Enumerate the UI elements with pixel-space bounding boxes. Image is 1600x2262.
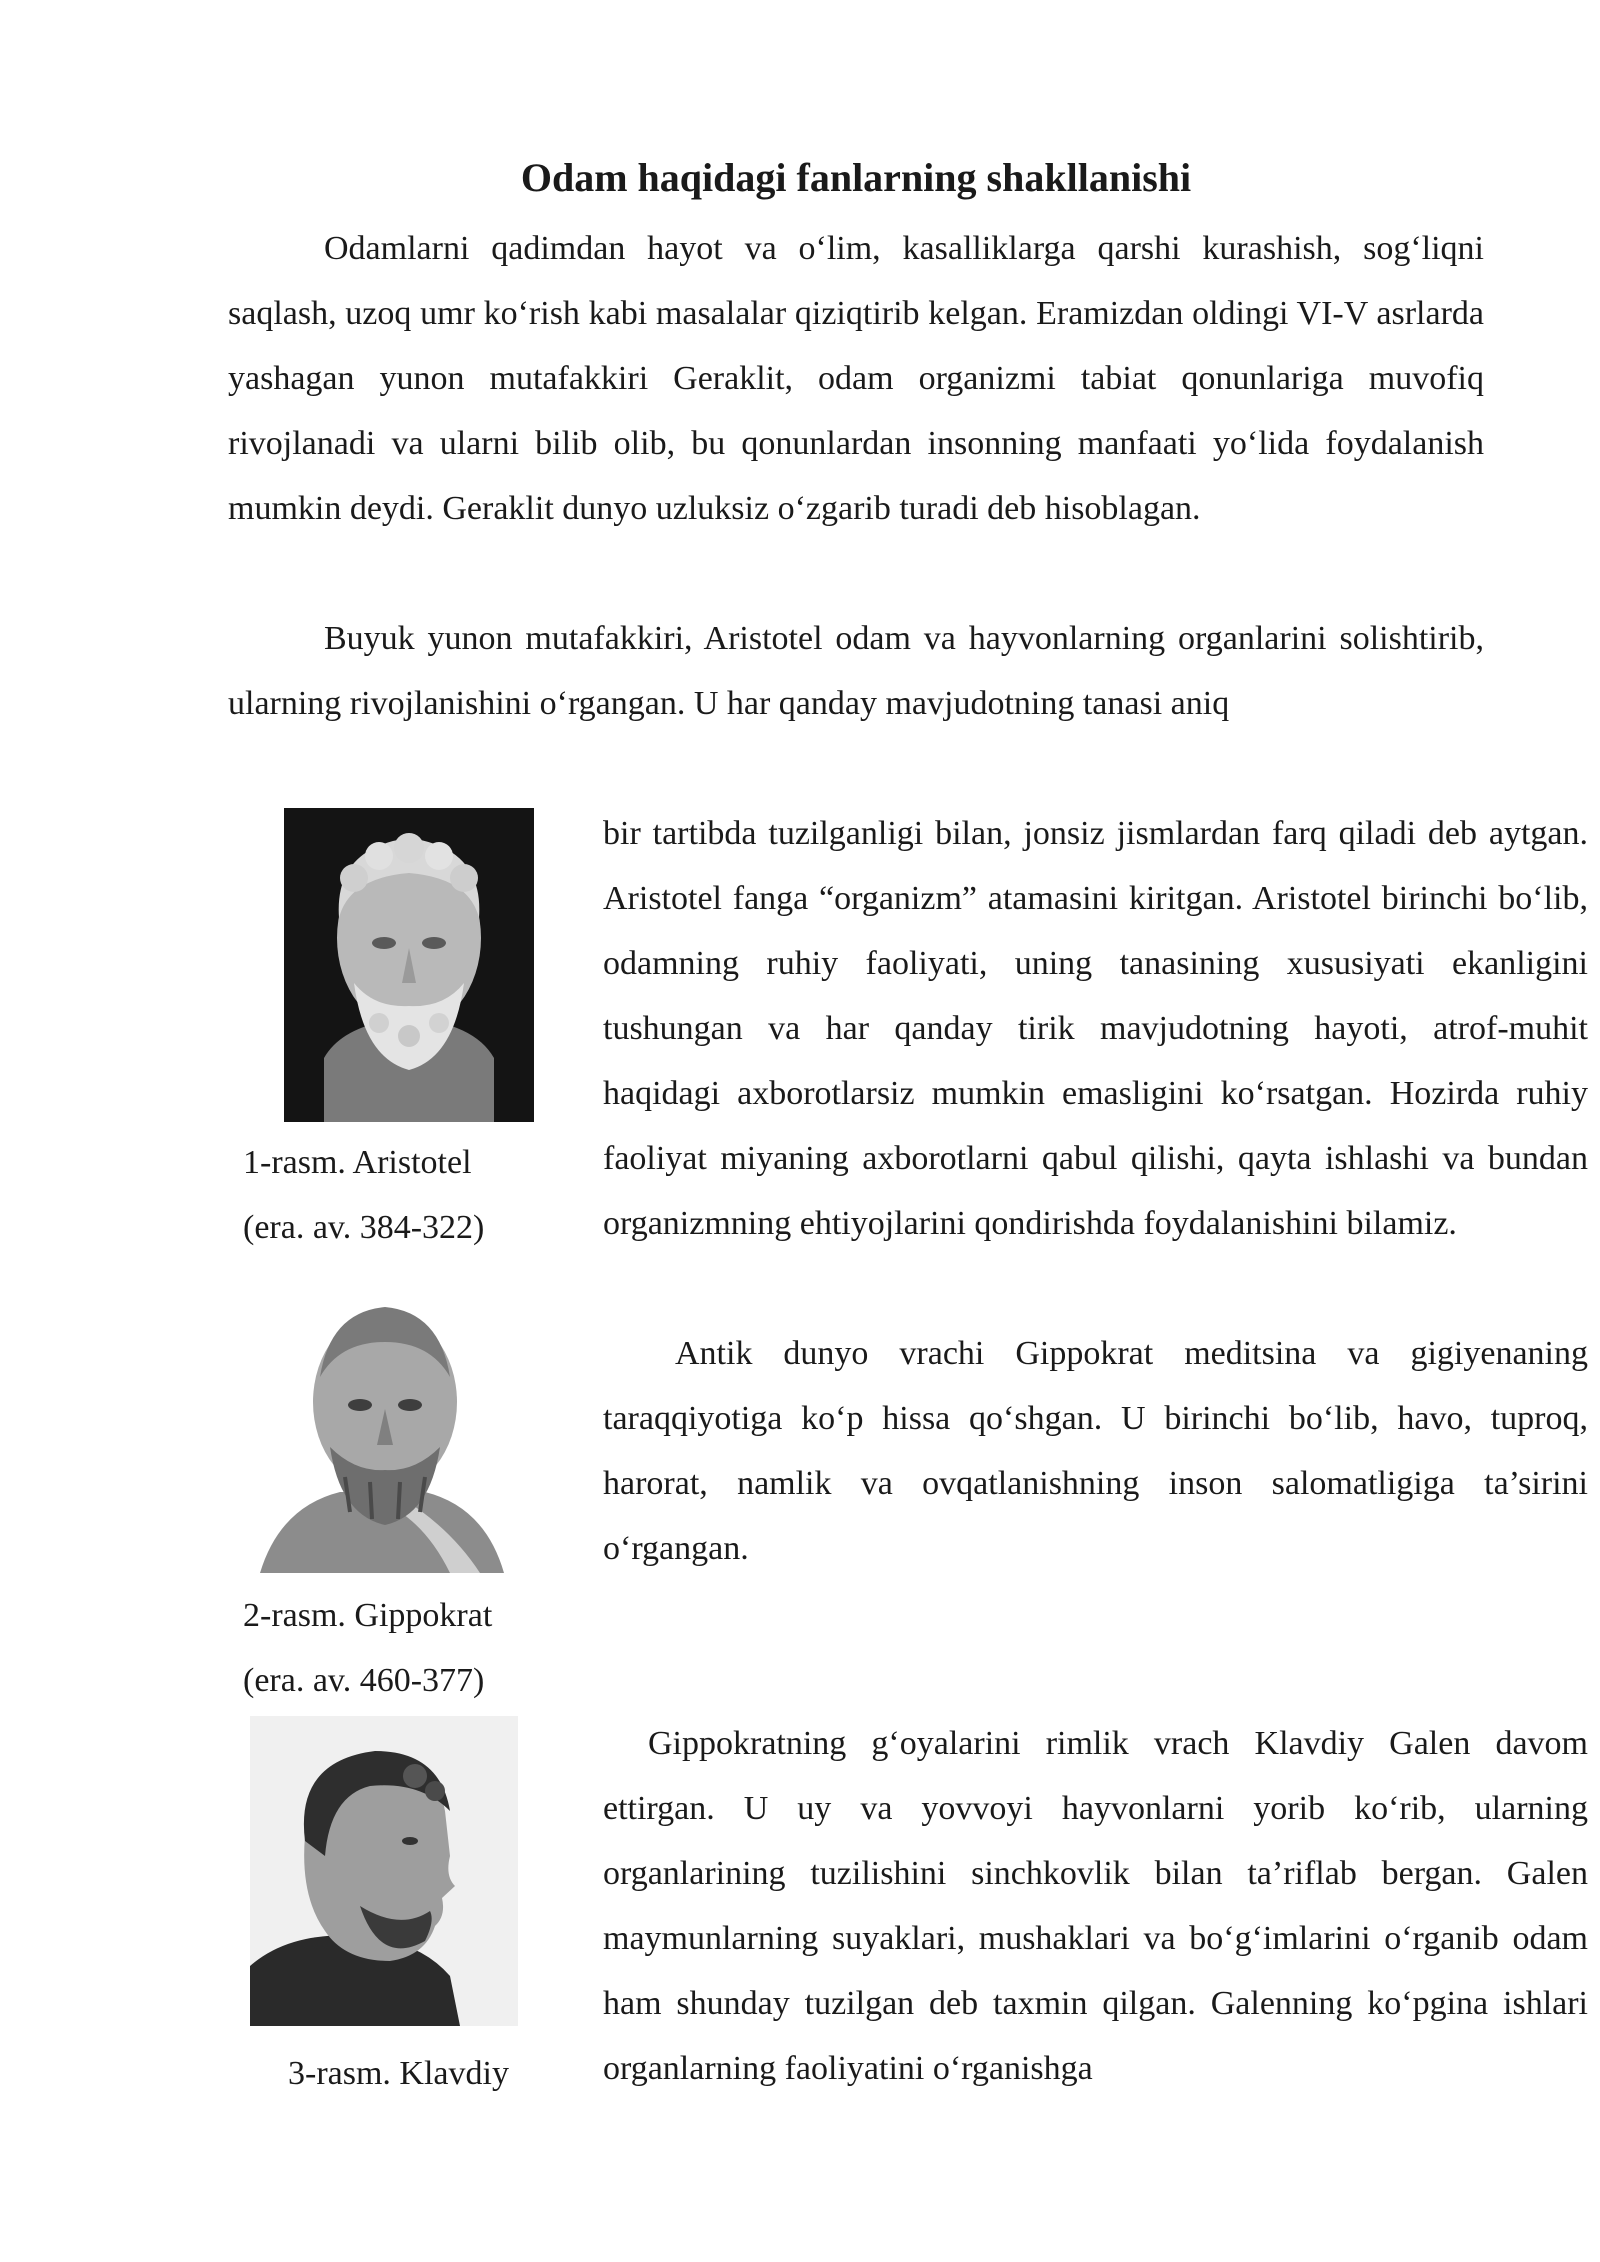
figure-3-caption-title: 3-rasm. Klavdiy (288, 2055, 509, 2092)
paragraph-gippokrat: Antik dunyo vrachi Gippokrat meditsina va gigiyenaning taraqqiyotiga ko‘p hissa qo‘shgan. U birinchi bo‘lib, havo, tuproq, harorat, namlik va ovqatlanishning inson salomatligiga ta’sirini o‘rgangan. (603, 1335, 1588, 1567)
galen-profile-portrait-icon (250, 1716, 518, 2026)
paragraph-aristotel-intro: Buyuk yunon mutafakkiri, Aristotel odam va hayvonlarning organlarini solishtirib, ularning rivojlanishini o‘rgangan. U har qanday mavjudotning tanasi aniq (228, 620, 1484, 722)
figure-2-caption-dates: (era. av. 460-377) (243, 1662, 485, 1699)
hippocrates-bust-portrait-icon (250, 1287, 514, 1573)
figure-2-caption-title: 2-rasm. Gippokrat (243, 1597, 493, 1634)
aristotle-bust-portrait-icon (284, 808, 534, 1122)
figure-1-caption-dates: (era. av. 384-322) (243, 1209, 485, 1246)
figure-1-caption-title: 1-rasm. Aristotel (243, 1144, 472, 1181)
paragraph-galen: Gippokratning g‘oyalarini rimlik vrach Klavdiy Galen davom ettirgan. U uy va yovvoyi hayvonlarni yorib ko‘rib, ularning organlarining tuzilishini sinchkovlik bilan ta’riflab bergan. Galen maymunlarning suyaklari, mushaklari va bo‘g‘imlarini o‘rganib odam ham shunday tuzilgan deb taxmin qilgan. Galenning ko‘pgina ishlari organlarning faoliyatini o‘rganishga (603, 1725, 1588, 2087)
page-title: Odam haqidagi fanlarning shakllanishi (520, 155, 1192, 200)
paragraph-aristotel-organizm: bir tartibda tuzilganligi bilan, jonsiz jismlardan farq qiladi deb aytgan. Aristotel fanga “organizm” atamasini kiritgan. Aristotel birinchi bo‘lib, odamning ruhiy faoliyati, uning tanasining xususiyati ekanligini tushungan va har qanday tirik mavjudotning hayoti, atrof-muhit haqidagi axborotlarsiz mumkin emasligini ko‘rsatgan. Hozirda ruhiy faoliyat miyaning axborotlarni qabul qilishi, qayta ishlashi va bundan organizmning ehtiyojlarini qondirishda foydalanishini bilamiz. (603, 815, 1588, 1242)
paragraph-geraklit: Odamlarni qadimdan hayot va o‘lim, kasalliklarga qarshi kurashish, sog‘liqni saqlash, uzoq umr ko‘rish kabi masalalar qiziqtirib kelgan. Eramizdan oldingi VI-V asrlarda yashagan yunon mutafakkiri Geraklit, odam organizmi tabiat qonunlariga muvofiq rivojlanadi va ularni bilib olib, bu qonunlardan insonning manfaati yo‘lida foydalanish mumkin deydi. Geraklit dunyo uzluksiz o‘zgarib turadi deb hisoblagan. (228, 230, 1484, 527)
